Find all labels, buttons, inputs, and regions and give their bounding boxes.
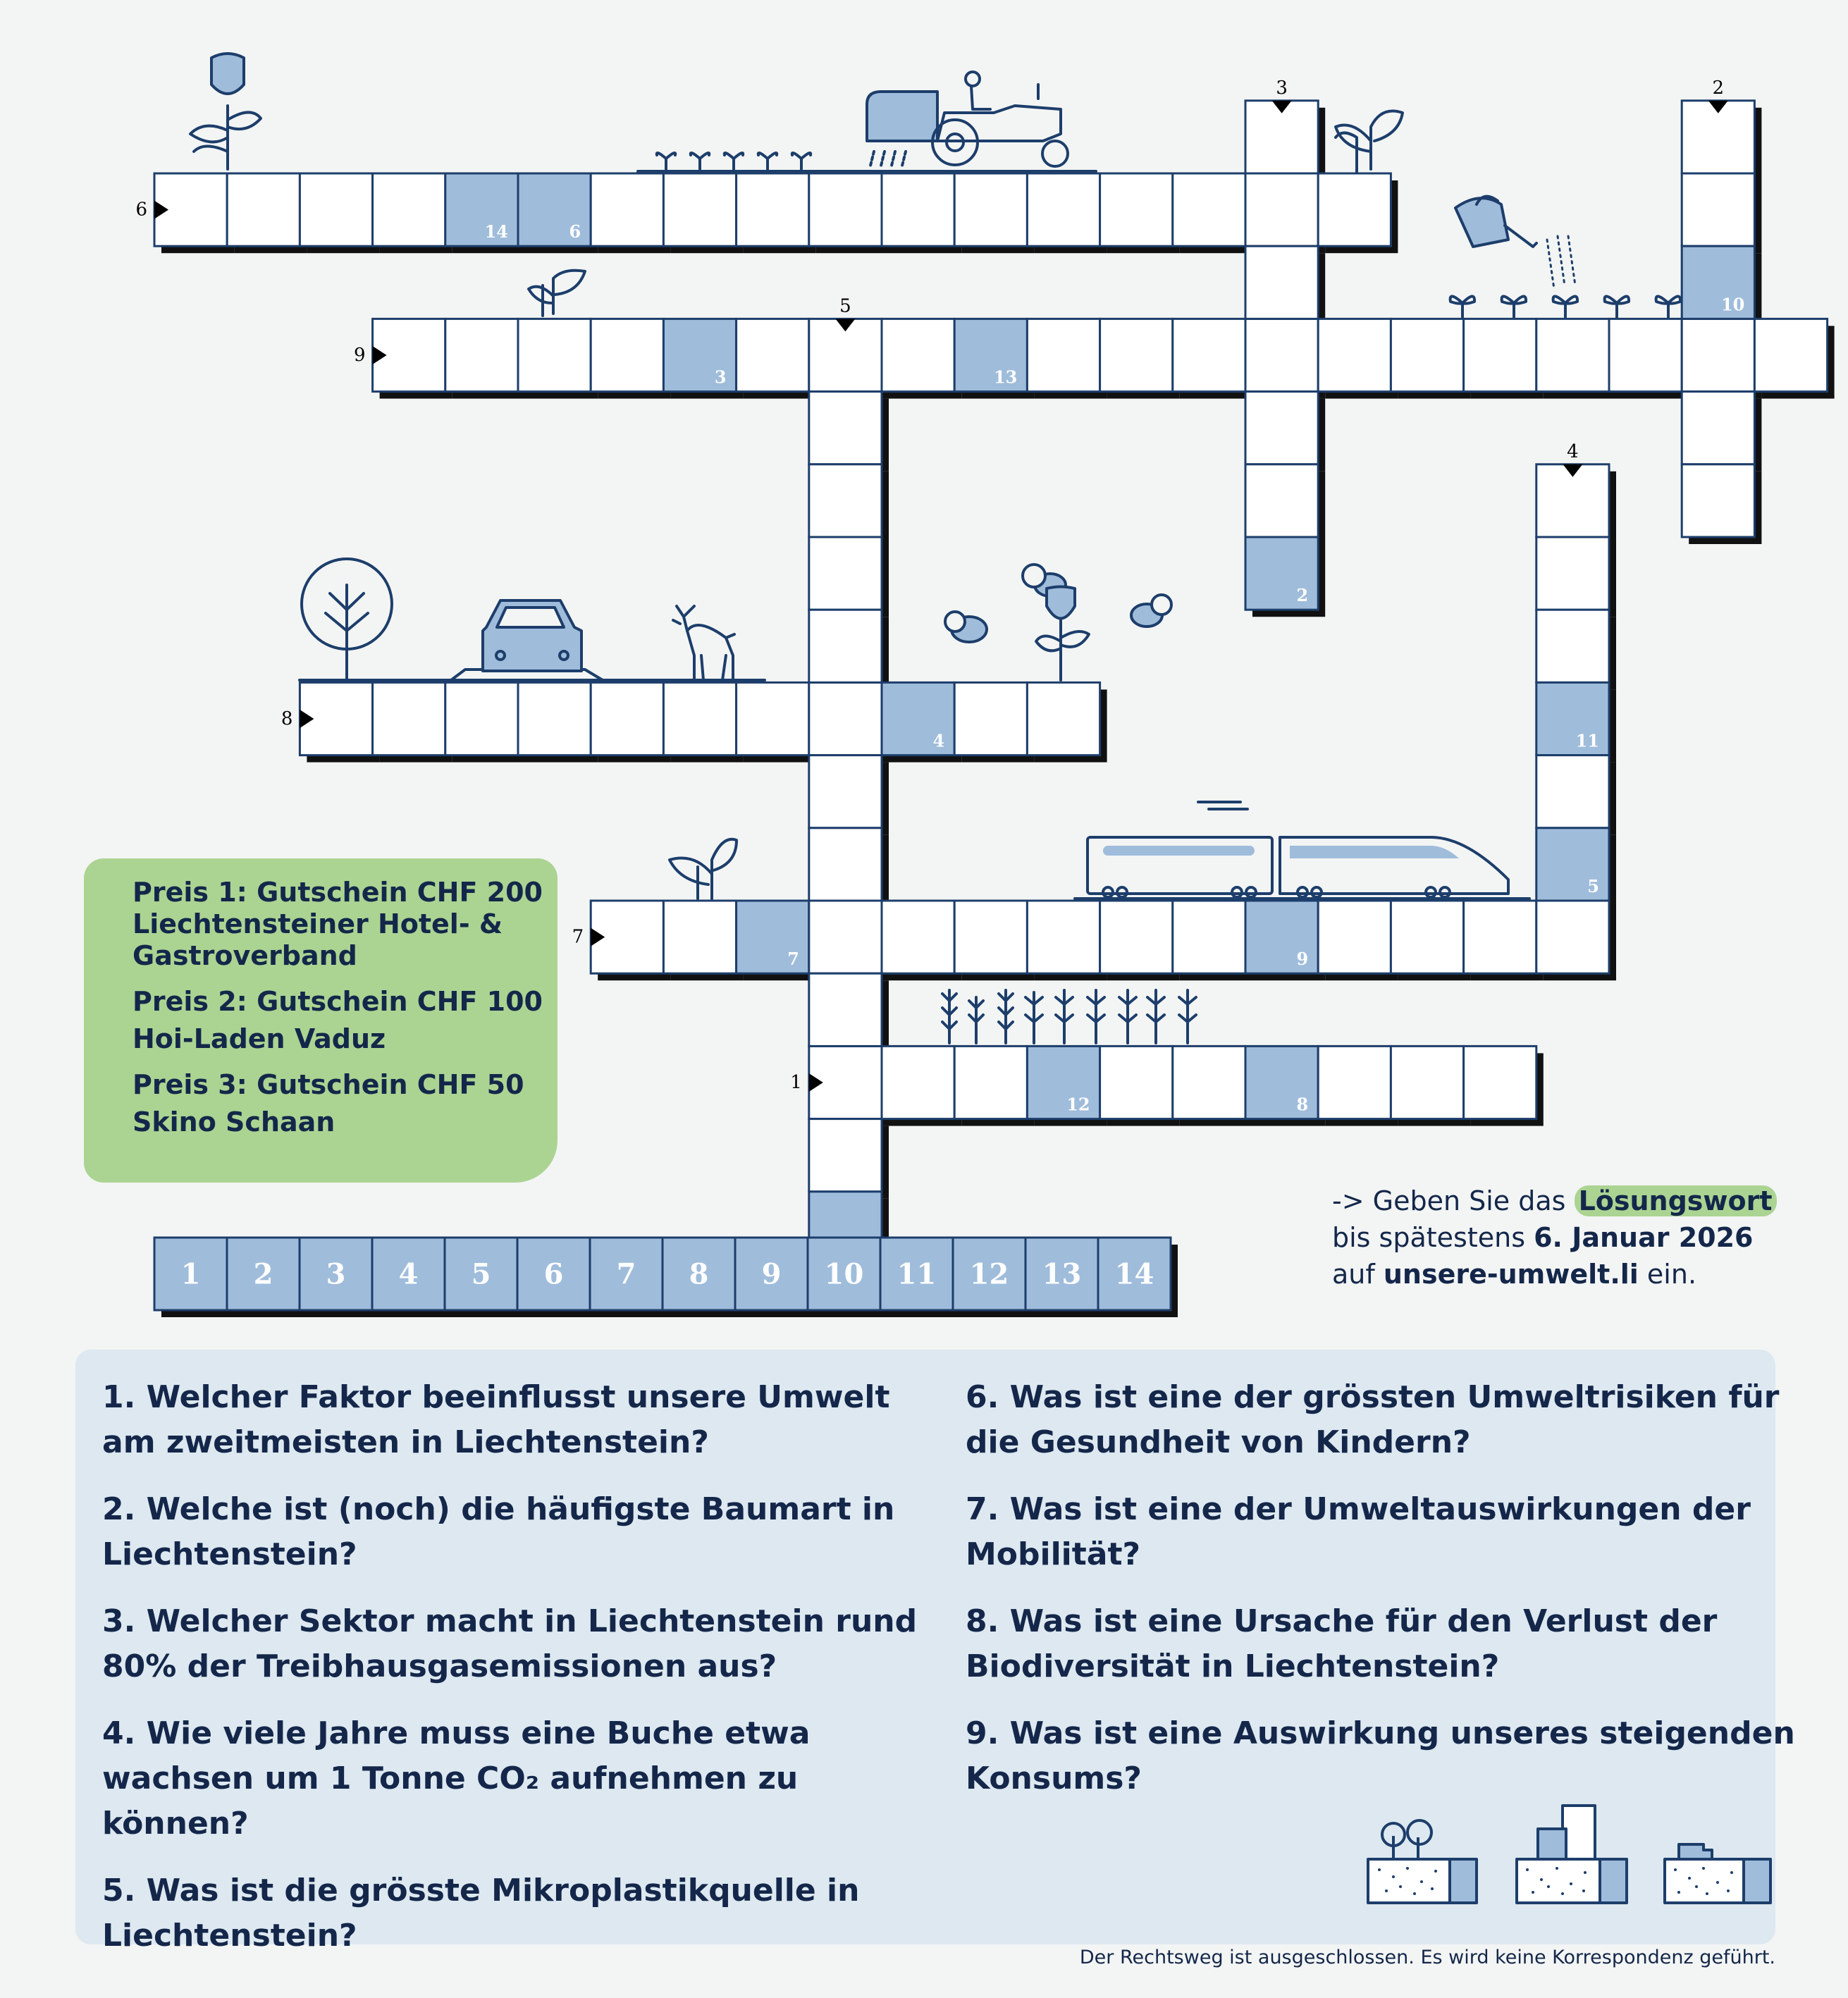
solution-cell-number: 10 [1720, 294, 1745, 315]
crossword-cell[interactable] [1682, 319, 1754, 391]
solution-slot-number: 1 [180, 1257, 201, 1291]
solution-cell-number: 8 [1296, 1094, 1309, 1115]
solution-slot-number: 12 [969, 1257, 1009, 1291]
crossword-cell[interactable] [1245, 392, 1318, 464]
question-4: 4. Wie viele Jahre muss eine Buche etwa wachsen um 1 Tonne CO₂ aufnehmen zu können? [102, 1715, 811, 1842]
crossword-cell[interactable] [1464, 901, 1536, 973]
solution-slot-number: 13 [1042, 1257, 1082, 1291]
seedlings-icon [638, 153, 1096, 171]
solution-cell-number: 14 [484, 221, 508, 242]
solution-slot-number: 4 [398, 1257, 419, 1291]
solution-cell-number: 12 [1066, 1094, 1090, 1115]
clue-number-1: 1 [790, 1072, 802, 1093]
solution-slot-number: 3 [326, 1257, 346, 1291]
crossword-cell[interactable] [882, 1046, 954, 1118]
question-3: 3. Welcher Sektor macht in Liechtenstein rund 80% der Treibhausgasemissionen aus? [102, 1603, 918, 1684]
crossword-cell[interactable] [1027, 173, 1099, 246]
bee-icon [1131, 595, 1171, 627]
crossword-cell[interactable] [373, 173, 445, 246]
crossword-cell[interactable] [809, 682, 882, 755]
crossword-cell[interactable] [1027, 901, 1099, 973]
plant-icon [529, 271, 585, 316]
crossword-cell[interactable] [591, 682, 663, 755]
crossword-cell[interactable] [1173, 1046, 1245, 1118]
prize-1-sponsor: Liechtensteiner Hotel- & Gastroverband [133, 908, 503, 971]
crossword-cell[interactable] [1245, 173, 1318, 246]
wheat-icon [942, 990, 1196, 1043]
crossword-cell[interactable] [737, 319, 809, 391]
crossword-cell[interactable] [809, 901, 882, 973]
crossword-cell[interactable] [1245, 246, 1318, 319]
crossword-cell[interactable] [809, 173, 882, 246]
solution-cell-number: 5 [1587, 876, 1599, 896]
solution-cell-number: 7 [787, 949, 799, 970]
crossword-cell[interactable] [300, 173, 372, 246]
question-2: 2. Welche ist (noch) die häufigste Baumart in Liechtenstein? [102, 1491, 895, 1572]
rose-icon [190, 54, 261, 169]
crossword-cell[interactable] [591, 173, 663, 246]
question-7: 7. Was ist eine der Umweltauswirkungen der Mobilität? [966, 1491, 1751, 1572]
clue-number-6: 6 [135, 199, 147, 221]
crossword-cell[interactable] [954, 901, 1027, 973]
crossword-cell[interactable] [954, 173, 1027, 246]
watering-can-icon [1455, 197, 1575, 289]
solution-slot-number: 5 [471, 1257, 491, 1291]
crossword-cell[interactable] [809, 392, 882, 464]
crossword-cell[interactable] [1391, 901, 1463, 973]
crossword-cell[interactable] [882, 901, 954, 973]
solution-slot-number: 11 [897, 1257, 937, 1291]
crossword-cell[interactable] [445, 319, 518, 391]
clue-number-9: 9 [354, 345, 366, 366]
crossword-cell[interactable] [1536, 537, 1609, 610]
clue-number-8: 8 [281, 708, 293, 729]
crossword-cell[interactable] [809, 756, 882, 828]
land-use-illustration [1281, 1794, 1718, 1935]
crossword-cell[interactable] [1318, 901, 1391, 973]
solution-cell-number: 11 [1575, 730, 1599, 751]
prize-2: Preis 2: Gutschein CHF 100 Hoi-Laden Vaduz [133, 986, 558, 1055]
crossword-cell[interactable] [954, 1046, 1027, 1118]
solution-slot-number: 6 [543, 1257, 564, 1291]
crossword-cell[interactable] [809, 537, 882, 610]
crossword-cell[interactable] [1027, 682, 1099, 755]
question-1: 1. Welcher Faktor beeinflusst unsere Umwelt am zweitmeisten in Liechtenstein? [102, 1379, 890, 1460]
crossword-cell[interactable] [1391, 319, 1463, 391]
crossword-cell[interactable] [1100, 319, 1173, 391]
crossword-cell[interactable] [1100, 173, 1173, 246]
questions-panel [75, 1350, 1795, 1954]
solution-cell-number: 2 [1296, 585, 1309, 606]
crossword-cell[interactable] [1536, 610, 1609, 682]
bee-icon [945, 612, 987, 642]
deadline: 6. Januar 2026 [1534, 1222, 1754, 1253]
crossword-cell[interactable] [1245, 464, 1318, 537]
solution-cell-number: 4 [932, 730, 945, 751]
crossword-cell[interactable] [1536, 901, 1609, 973]
clue-number-3: 3 [1276, 77, 1288, 99]
crossword-cell[interactable] [882, 319, 954, 391]
crossword-cell[interactable] [1100, 1046, 1173, 1118]
crossword-cell[interactable] [809, 1119, 882, 1192]
prize-3: Preis 3: Gutschein CHF 50 Skino Schaan [133, 1069, 558, 1138]
urban-land-icon [1517, 1806, 1627, 1903]
prize-3-sponsor: Skino Schaan [133, 1106, 335, 1137]
solution-slot-number: 14 [1114, 1257, 1154, 1291]
crossword-cell[interactable] [1536, 756, 1609, 828]
question-6: 6. Was ist eine der grössten Umweltrisiken für die Gesundheit von Kindern? [966, 1379, 1780, 1460]
solution-slot-number: 7 [616, 1257, 636, 1291]
crossword-cell[interactable] [809, 828, 882, 901]
prize-2-sponsor: Hoi-Laden Vaduz [133, 1023, 386, 1054]
solution-slot-number: 9 [761, 1257, 782, 1291]
clue-number-7: 7 [572, 926, 584, 948]
crossword-cell[interactable] [1027, 319, 1099, 391]
deer-icon [673, 606, 734, 680]
question-8: 8. Was ist eine Ursache für den Verlust der Biodiversität in Liechtenstein? [966, 1603, 1718, 1684]
crossword-cell[interactable] [1682, 173, 1754, 246]
plant-icon [670, 839, 737, 899]
crossword-cell[interactable] [227, 173, 300, 246]
train-icon [1075, 802, 1529, 899]
crossword-cell[interactable] [809, 464, 882, 537]
crossword-cell[interactable] [1464, 1046, 1536, 1118]
crossword-cell[interactable] [518, 682, 591, 755]
crossword-cell[interactable] [954, 682, 1027, 755]
plant-icon [1336, 111, 1403, 173]
crossword-cell[interactable] [591, 319, 663, 391]
crossword-cell[interactable] [1245, 319, 1318, 391]
solution-slot-number: 2 [253, 1257, 273, 1291]
crossword-cell[interactable] [373, 682, 445, 755]
crossword-cell[interactable] [663, 901, 736, 973]
legal-footer: Der Rechtsweg ist ausgeschlossen. Es wird keine Korrespondenz geführt. [1079, 1947, 1775, 1968]
crossword-cell[interactable] [663, 682, 736, 755]
transport-land-icon [1665, 1844, 1770, 1903]
forest-land-icon [1368, 1820, 1477, 1903]
crossword-cell[interactable] [1609, 319, 1682, 391]
solution-cell-number: 6 [569, 221, 581, 242]
crossword-cell[interactable] [1100, 901, 1173, 973]
solution-slot-number: 10 [824, 1257, 864, 1291]
clue-number-2: 2 [1712, 77, 1725, 99]
crossword-cell[interactable] [809, 973, 882, 1046]
crossword-cell[interactable] [882, 173, 954, 246]
crossword-cell[interactable] [1391, 1046, 1463, 1118]
solution-slot-number: 8 [689, 1257, 709, 1291]
crossword-cell[interactable] [737, 173, 809, 246]
solution-keyword: Lösungswort [1575, 1185, 1777, 1216]
crossword-cell[interactable] [1536, 319, 1609, 391]
website-link[interactable]: unsere-umwelt.li [1383, 1259, 1639, 1290]
crossword-cell[interactable] [1464, 319, 1536, 391]
clue-number-4: 4 [1567, 440, 1579, 462]
tractor-icon [867, 72, 1068, 166]
questions-left-column [102, 1375, 941, 1980]
crossword-cell[interactable] [737, 682, 809, 755]
crossword-cell[interactable] [1682, 392, 1754, 464]
solution-cell-number: 3 [714, 366, 727, 388]
flower-icon [1036, 587, 1089, 681]
crossword-cell[interactable] [1173, 901, 1245, 973]
crossword-cell[interactable] [809, 610, 882, 682]
solution-cell-number: 9 [1296, 949, 1309, 970]
crossword-cell[interactable] [1318, 1046, 1391, 1118]
question-5: 5. Was ist die grösste Mikroplastikquelle in Liechtenstein? [102, 1873, 860, 1954]
questions-right-column [966, 1375, 1804, 1823]
crossword-cell[interactable] [1682, 464, 1754, 537]
crossword-cell[interactable] [1318, 173, 1391, 246]
prize-1: Preis 1: Gutschein CHF 200 Liechtensteiner Hotel- & Gastroverband [133, 877, 558, 972]
crossword-cell[interactable] [1754, 319, 1827, 391]
clue-number-5: 5 [839, 295, 851, 317]
crossword-cell[interactable] [663, 173, 736, 246]
crossword-cell[interactable] [1173, 319, 1245, 391]
crossword-cell[interactable] [445, 682, 518, 755]
solution-instructions: -> Geben Sie das Lösungswort bis spätestens 6. Januar 2026 auf unsere-umwelt.li ein. [1332, 1183, 1777, 1293]
question-9: 9. Was ist eine Auswirkung unseres steigenden Konsums? [966, 1715, 1795, 1796]
prize-box [84, 858, 558, 1183]
crossword-cell[interactable] [518, 319, 591, 391]
crossword-cell[interactable] [1318, 319, 1391, 391]
tree-icon [302, 559, 392, 680]
solution-cell-number: 13 [993, 366, 1018, 388]
crossword-cell[interactable] [1173, 173, 1245, 246]
